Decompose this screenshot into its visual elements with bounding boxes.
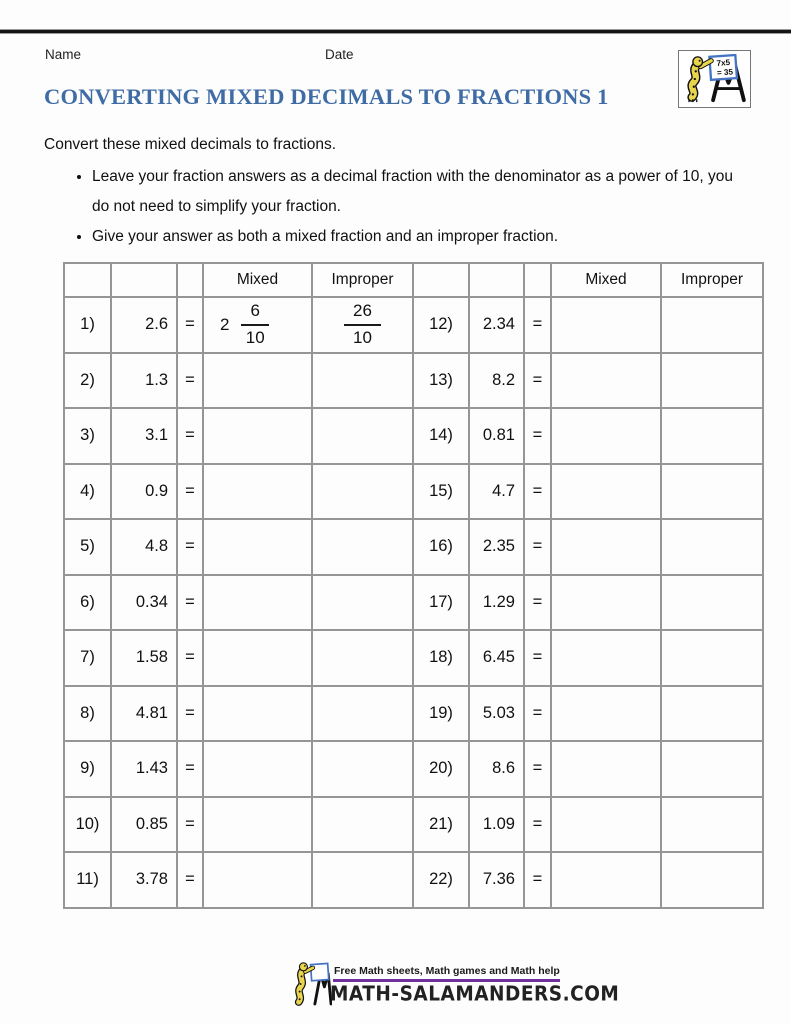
mixed-answer-cell [203,575,312,631]
fraction-denominator: 10 [245,327,265,347]
decimal-value: 1.29 [469,575,524,631]
table-row [64,575,763,631]
problem-number: 4) [64,464,111,520]
problem-number: 11) [64,852,111,908]
decimal-value: 3.1 [111,408,177,464]
blank-header-cell [469,263,524,297]
footer-site-wordmark: MATH-SALAMANDERS.COM [330,983,620,1006]
table-row [64,353,763,409]
equals-sign: = [177,741,203,797]
table-row [64,852,763,908]
board-text-line2: = 35 [716,67,733,78]
equals-sign: = [177,464,203,520]
improper-answer-cell [661,575,763,631]
equals-sign: = [524,408,551,464]
problem-number: 14) [413,408,469,464]
decimal-value: 4.81 [111,686,177,742]
mixed-answer-cell [551,519,661,575]
decimal-value: 2.35 [469,519,524,575]
problem-number: 6) [64,575,111,631]
improper-answer-cell [312,464,413,520]
improper-answer-cell [312,297,413,353]
improper-answer-cell [661,519,763,575]
salamander-icon [292,960,332,1008]
problem-number: 1) [64,297,111,353]
improper-answer-cell [661,353,763,409]
date-label: Date [325,47,354,62]
instructions-bullet-list [68,162,752,252]
table-row [64,741,763,797]
mixed-answer-cell [551,297,661,353]
equals-sign: = [177,797,203,853]
decimal-value: 5.03 [469,686,524,742]
improper-column-header: Improper [661,263,763,297]
equals-sign: = [524,519,551,575]
footer-tagline: Free Math sheets, Math games and Math help [334,965,560,977]
equals-sign: = [524,686,551,742]
equals-sign: = [177,353,203,409]
decimal-value: 1.3 [111,353,177,409]
mixed-answer-cell [551,575,661,631]
mixed-answer-cell [551,464,661,520]
problem-number: 21) [413,797,469,853]
mixed-answer-cell [203,852,312,908]
improper-answer-cell [661,630,763,686]
problem-number: 8) [64,686,111,742]
mixed-answer-cell [203,464,312,520]
problem-number: 17) [413,575,469,631]
problem-number: 18) [413,630,469,686]
equals-sign: = [524,797,551,853]
mixed-column-header: Mixed [551,263,661,297]
decimal-value: 1.09 [469,797,524,853]
improper-answer-cell [661,686,763,742]
decimal-value: 7.36 [469,852,524,908]
problem-number: 9) [64,741,111,797]
equals-sign: = [177,519,203,575]
example-mixed-fraction [204,301,311,348]
mixed-answer-cell [551,741,661,797]
mixed-answer-cell [203,630,312,686]
decimal-value: 8.2 [469,353,524,409]
improper-answer-cell [661,297,763,353]
fraction-numerator: 6 [241,301,268,325]
equals-sign: = [524,353,551,409]
improper-answer-cell [312,741,413,797]
mixed-answer-cell [203,686,312,742]
equals-sign: = [177,852,203,908]
footer-salamander-logo [292,960,332,1013]
math-salamanders-logo [678,50,751,108]
blank-header-cell [111,263,177,297]
decimal-value: 8.6 [469,741,524,797]
problem-number: 10) [64,797,111,853]
mixed-answer-cell [203,297,312,353]
top-divider-rule [0,29,791,34]
table-row [64,797,763,853]
problem-number: 16) [413,519,469,575]
fraction-numerator: 26 [344,301,381,325]
blank-header-cell [524,263,551,297]
mixed-answer-cell [551,852,661,908]
table-row [64,408,763,464]
improper-answer-cell [312,686,413,742]
equals-sign: = [177,630,203,686]
decimal-value: 4.8 [111,519,177,575]
instruction-bullet: • Leave your fraction answers as a decimal fraction with the denominator as a power of 10, you do not need to simplify your fraction. [92,162,752,222]
improper-column-header: Improper [312,263,413,297]
mixed-answer-cell [551,630,661,686]
name-label: Name [45,47,82,62]
table-row [64,519,763,575]
equals-sign: = [524,852,551,908]
problem-number: 12) [413,297,469,353]
mixed-answer-cell [551,686,661,742]
improper-answer-cell [312,797,413,853]
mixed-whole-number: 2 [220,314,230,334]
decimal-value: 0.34 [111,575,177,631]
blank-header-cell [64,263,111,297]
mixed-answer-cell [203,741,312,797]
improper-answer-cell [661,464,763,520]
table-row [64,464,763,520]
mixed-answer-cell [203,353,312,409]
decimal-value: 0.85 [111,797,177,853]
problem-number: 5) [64,519,111,575]
equals-sign: = [177,297,203,353]
decimal-value: 6.45 [469,630,524,686]
problem-number: 7) [64,630,111,686]
table-row [64,630,763,686]
problems-table [63,262,764,909]
footer-purple-rule [333,979,560,982]
problem-number: 22) [413,852,469,908]
mixed-answer-cell [203,519,312,575]
board-text-line1: 7x5 [715,58,730,68]
improper-answer-cell [661,408,763,464]
decimal-value: 4.7 [469,464,524,520]
mixed-answer-cell [203,797,312,853]
fraction-denominator: 10 [353,327,372,347]
decimal-value: 2.34 [469,297,524,353]
example-improper-fraction [344,301,381,348]
equals-sign: = [524,575,551,631]
improper-answer-cell [661,797,763,853]
decimal-value: 1.43 [111,741,177,797]
problem-number: 13) [413,353,469,409]
improper-answer-cell [312,630,413,686]
improper-answer-cell [661,852,763,908]
improper-answer-cell [312,408,413,464]
improper-answer-cell [312,519,413,575]
blank-header-cell [177,263,203,297]
equals-sign: = [177,686,203,742]
table-row [64,686,763,742]
problem-number: 3) [64,408,111,464]
table-header-row [64,263,763,297]
page-title: CONVERTING MIXED DECIMALS TO FRACTIONS 1 [44,84,609,109]
mixed-column-header: Mixed [203,263,312,297]
mixed-answer-cell [551,408,661,464]
equals-sign: = [524,741,551,797]
decimal-value: 2.6 [111,297,177,353]
equals-sign: = [524,297,551,353]
problem-number: 2) [64,353,111,409]
blank-header-cell [413,263,469,297]
equals-sign: = [177,408,203,464]
mixed-answer-cell [551,797,661,853]
decimal-value: 0.81 [469,408,524,464]
equals-sign: = [524,464,551,520]
problem-number: 15) [413,464,469,520]
decimal-value: 0.9 [111,464,177,520]
improper-answer-cell [661,741,763,797]
mixed-answer-cell [551,353,661,409]
problem-number: 20) [413,741,469,797]
equals-sign: = [177,575,203,631]
salamander-easel-icon [683,54,747,104]
problem-number: 19) [413,686,469,742]
decimal-value: 3.78 [111,852,177,908]
table-row [64,297,763,353]
equals-sign: = [524,630,551,686]
instructions-intro: Convert these mixed decimals to fractions. [44,136,337,153]
improper-answer-cell [312,353,413,409]
improper-answer-cell [312,575,413,631]
instruction-bullet: • Give your answer as both a mixed fraction and an improper fraction. [92,222,752,252]
improper-answer-cell [312,852,413,908]
fraction [241,301,268,348]
mixed-answer-cell [203,408,312,464]
decimal-value: 1.58 [111,630,177,686]
